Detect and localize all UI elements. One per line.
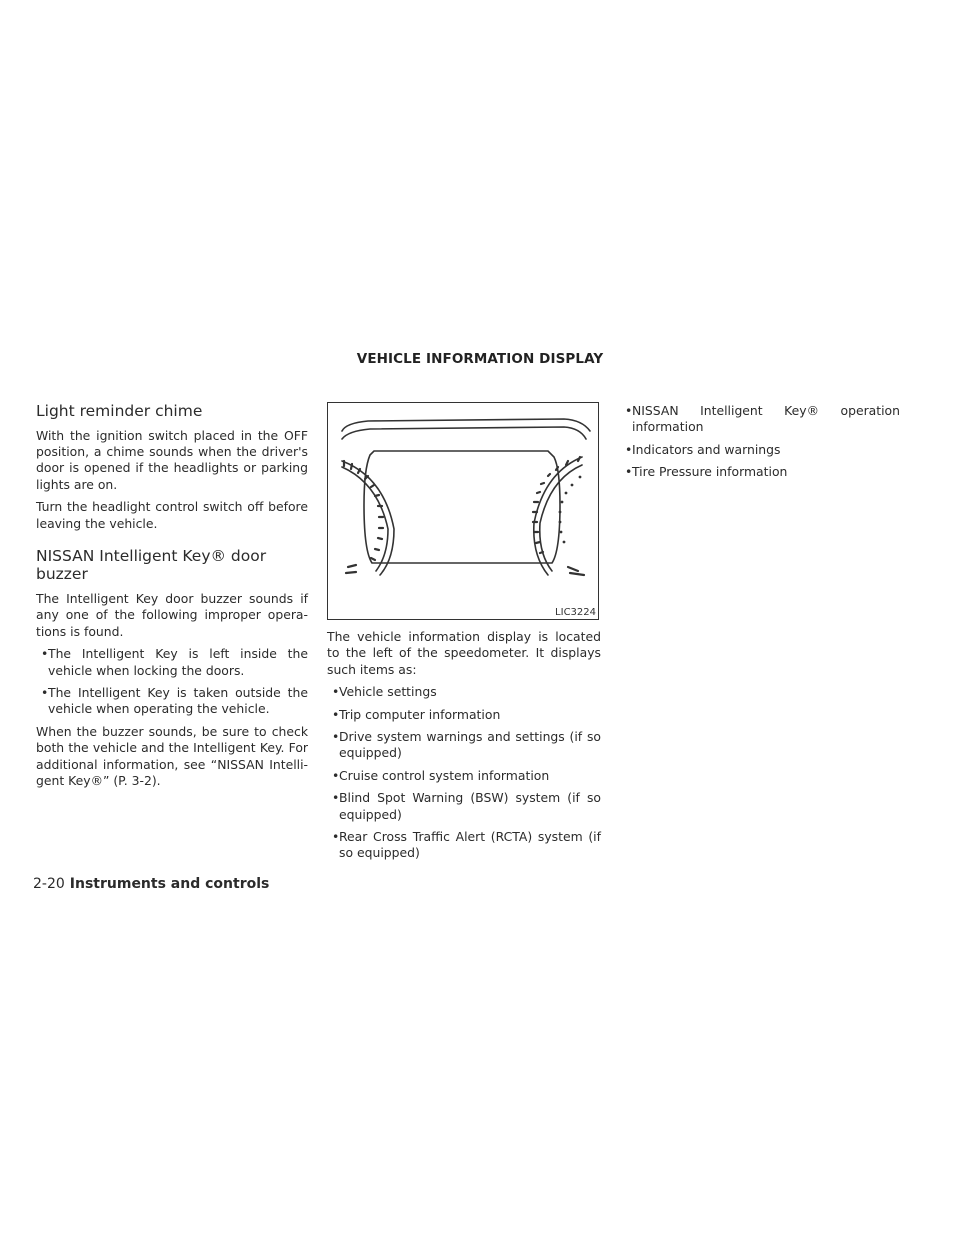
column-middle: [327, 402, 601, 868]
chapter-title: Instruments and controls: [69, 876, 270, 892]
paragraph-chime: With the ignition switch placed in the OFF position, a chime sounds when the driver's door is opened if the headlights or parking lights are on.: [36, 427, 308, 492]
instrument-cluster-figure: [327, 402, 599, 620]
list-item: •Blind Spot Warning (BSW) system (if so equipped): [332, 790, 601, 822]
column-left: [36, 402, 308, 795]
bullet-icon: •: [332, 684, 340, 700]
list-item: •The Intelligent Key is left inside the vehicle when locking the doors.: [41, 646, 308, 678]
bullet-icon: •: [332, 829, 340, 845]
bullet-icon: •: [332, 729, 340, 745]
paragraph-check-key: When the buzzer sounds, be sure to check both the vehicle and the Intelligent Key. For additional information, see “NISSAN Intelli-gent Key®” (P. 3-2).: [36, 723, 308, 788]
list-item: •NISSAN Intelligent Key® operation information: [625, 403, 900, 435]
column-right: [620, 403, 900, 487]
bullet-icon: •: [41, 646, 49, 662]
figure-code: LIC3224: [555, 607, 596, 618]
display-items-list-continued: [620, 403, 900, 481]
bullet-icon: •: [332, 706, 340, 722]
list-item: •Drive system warnings and settings (if so equipped): [332, 729, 601, 761]
page-footer: [33, 876, 269, 892]
paragraph-buzzer-intro: The Intelligent Key door buzzer sounds if any one of the following improper opera-tions is found.: [36, 590, 308, 639]
bullet-icon: •: [332, 790, 340, 806]
list-item: •The Intelligent Key is taken outside the vehicle when operating the vehicle.: [41, 684, 308, 717]
display-items-list: [327, 684, 601, 862]
list-item: •Indicators and warnings: [625, 441, 781, 457]
list-item: •Vehicle settings: [332, 684, 437, 700]
heading-key-door-buzzer: NISSAN Intelligent Key® door buzzer: [36, 546, 267, 584]
page-number: 2-20: [33, 876, 65, 892]
list-item: •Trip computer information: [332, 706, 501, 722]
heading-light-reminder: Light reminder chime: [36, 402, 203, 420]
bullet-icon: •: [625, 403, 633, 418]
list-item: •Cruise control system information: [332, 767, 550, 783]
list-item: •Tire Pressure information: [625, 464, 788, 480]
paragraph-display-intro: The vehicle information display is located to the left of the speedometer. It displays such items as:: [327, 629, 601, 677]
list-item: •Rear Cross Traffic Alert (RCTA) system (if so equipped): [332, 829, 601, 861]
instrument-cluster-illustration: [328, 403, 600, 621]
buzzer-conditions-list: [36, 646, 308, 718]
paragraph-headlight-off: Turn the headlight control switch off before leaving the vehicle.: [36, 499, 308, 531]
bullet-icon: •: [625, 464, 633, 480]
bullet-icon: •: [332, 767, 340, 783]
bullet-icon: •: [625, 441, 633, 457]
bullet-icon: •: [41, 684, 49, 700]
section-header: VEHICLE INFORMATION DISPLAY: [356, 351, 604, 367]
